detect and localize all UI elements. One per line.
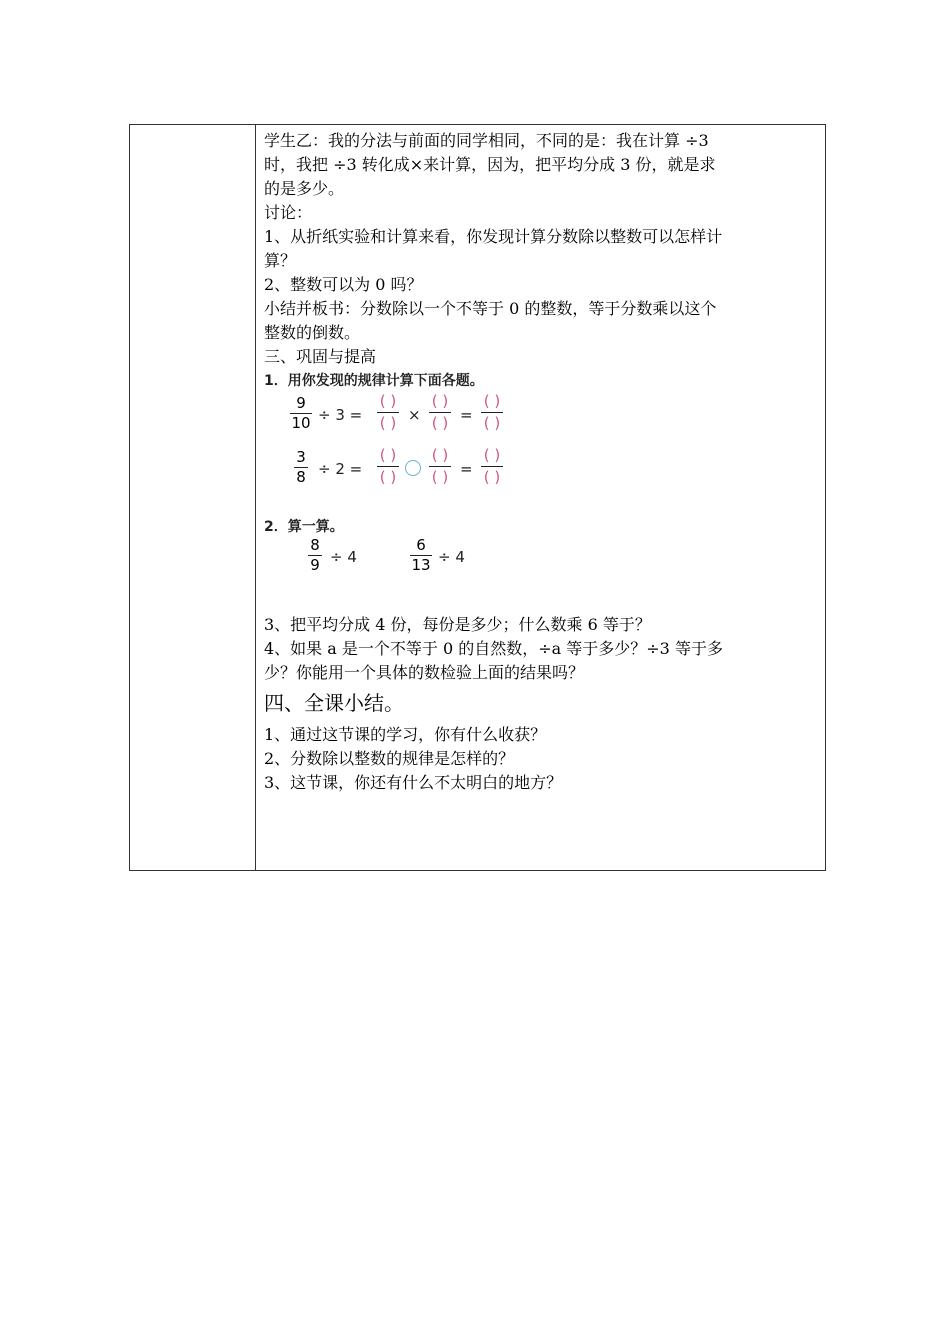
numerator: 3 bbox=[296, 448, 306, 466]
text-line: 小结并板书：分数除以一个不等于 0 的整数，等于分数乘以这个 bbox=[264, 299, 717, 318]
answer-blank[interactable]: ( ) ( ) bbox=[478, 447, 506, 485]
lesson-table bbox=[129, 124, 826, 871]
fraction-3-8 bbox=[294, 449, 308, 486]
text-line: 3、把平均分成 4 份，每份是多少；什么数乘 6 等于？ bbox=[264, 615, 651, 634]
text-line: 学生乙：我的分法与前面的同学相同，不同的是：我在计算 ÷3 bbox=[264, 131, 709, 150]
exercise-image bbox=[264, 369, 819, 613]
column-divider bbox=[255, 125, 256, 870]
text-line: 2、分数除以整数的规律是怎样的？ bbox=[264, 749, 515, 768]
operator-circle-icon[interactable] bbox=[405, 460, 421, 476]
fraction-6-13 bbox=[410, 537, 432, 574]
denominator: 10 bbox=[291, 414, 311, 432]
times-op: × bbox=[408, 406, 421, 424]
text-line: 少？你能用一个具体的数检验上面的结果吗？ bbox=[264, 663, 585, 682]
text-line: 讨论： bbox=[264, 203, 313, 222]
answer-blank[interactable]: ( ) ( ) bbox=[426, 393, 454, 431]
text-line: 2、整数可以为 0 吗？ bbox=[264, 275, 423, 294]
text-line: 1、从折纸实验和计算来看，你发现计算分数除以整数可以怎样计 bbox=[264, 227, 723, 246]
fraction-8-9 bbox=[308, 537, 322, 574]
text-line: 算？ bbox=[264, 251, 297, 270]
section-heading-4: 四、全课小结。 bbox=[264, 691, 404, 715]
divide-op: ÷ 4 bbox=[438, 548, 465, 566]
denominator: 13 bbox=[411, 556, 431, 574]
exercise1-title: 1．用你发现的规律计算下面各题。 bbox=[264, 373, 484, 389]
numerator: 9 bbox=[296, 394, 306, 412]
exercise2-title: 2．算一算。 bbox=[264, 519, 344, 535]
equals-op: = bbox=[460, 460, 473, 478]
text-line: 时，我把 ÷3 转化成×来计算，因为，把平均分成 3 份，就是求 bbox=[264, 155, 716, 174]
text-line: 的是多少。 bbox=[264, 179, 345, 198]
answer-blank[interactable]: ( ) ( ) bbox=[426, 447, 454, 485]
divide-op: ÷ 4 bbox=[330, 548, 357, 566]
equals-op: = bbox=[460, 406, 473, 424]
answer-blank[interactable]: ( ) ( ) bbox=[374, 393, 402, 431]
denominator: 8 bbox=[296, 468, 306, 486]
answer-blank[interactable]: ( ) ( ) bbox=[478, 393, 506, 431]
text-line: 4、如果 a 是一个不等于 0 的自然数，÷a 等于多少？÷3 等于多 bbox=[264, 639, 723, 658]
numerator: 8 bbox=[310, 536, 320, 554]
denominator: 9 bbox=[310, 556, 320, 574]
numerator: 6 bbox=[416, 536, 426, 554]
text-line: 1、通过这节课的学习，你有什么收获？ bbox=[264, 725, 547, 744]
text-line: 整数的倒数。 bbox=[264, 323, 361, 342]
fraction-9-10 bbox=[290, 395, 312, 432]
content-cell bbox=[264, 129, 819, 795]
answer-blank[interactable]: ( ) ( ) bbox=[374, 447, 402, 485]
text-line: 3、这节课，你还有什么不太明白的地方？ bbox=[264, 773, 563, 792]
section-heading-3: 三、巩固与提高 bbox=[264, 347, 377, 366]
divide-op: ÷ 3 = bbox=[318, 406, 363, 424]
divide-op: ÷ 2 = bbox=[318, 460, 363, 478]
